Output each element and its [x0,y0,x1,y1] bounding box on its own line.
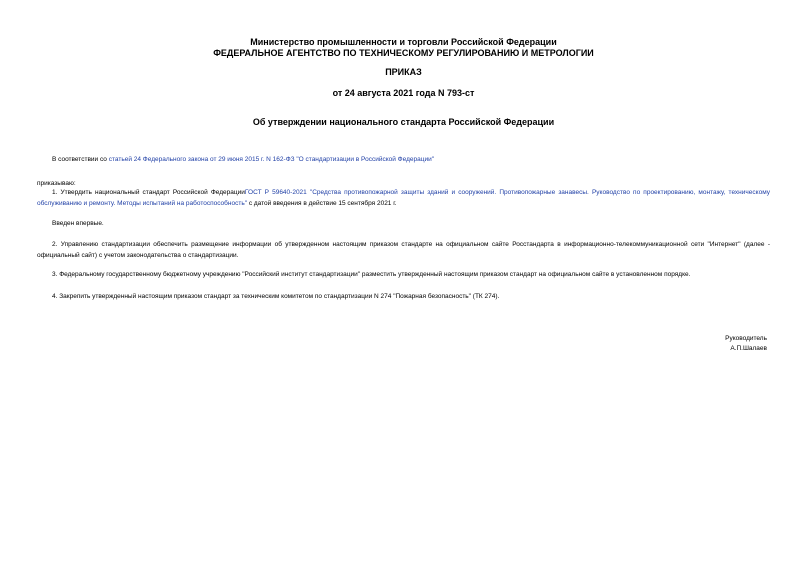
document-title: Об утверждении национального стандарта Российской Федерации [252,117,555,127]
orders-label: приказываю: [37,180,76,187]
item-1-prefix: 1. Утвердить национальный стандарт Российской Федерации [52,189,245,196]
introduced-first: Введен впервые. [52,220,104,227]
signature-name: А.П.Шалаев [730,345,767,352]
order-label: ПРИКАЗ [385,67,422,77]
item-3-paragraph: 3. Федеральному государственному бюджетному учреждению "Российский институт стандартизации" разместить утвержденный настоящим приказом стандарт на официальном сайте в установленном порядке. [52,271,691,278]
ministry-name: Министерство промышленности и торговли Российской Федерации [250,37,557,47]
item-1-paragraph [37,187,770,209]
agency-name: ФЕДЕРАЛЬНОЕ АГЕНТСТВО ПО ТЕХНИЧЕСКОМУ РЕГУЛИРОВАНИЮ И МЕТРОЛОГИИ [213,48,594,58]
basis-paragraph [37,154,770,165]
signature-role: Руководитель [725,335,767,342]
item-1-suffix: с датой введения в действие 15 сентября 2021 г. [247,200,397,207]
order-date: от 24 августа 2021 года N 793-ст [332,88,475,98]
basis-prefix: В соответствии со [52,156,109,163]
federal-law-link[interactable]: статьей 24 Федерального закона от 29 июня 2015 г. N 162-ФЗ "О стандартизации в Российской Федерации" [108,156,435,163]
item-4-paragraph: 4. Закрепить утвержденный настоящим приказом стандарт за техническим комитетом по стандартизации N 274 "Пожарная безопасность" (ТК 274). [52,293,500,300]
gost-standard-link[interactable]: ГОСТ Р 59640-2021 "Средства противопожарной защиты зданий и сооружений. Противопожарные занавесы. Руководство по проектированию, монтажу, техническому обслуживанию и ремонту. Методы испытаний на работоспособность" [37,189,770,207]
item-2-paragraph: 2. Управлению стандартизации обеспечить размещение информации об утвержденном настоящим приказом стандарте на официальном сайте Росстандарта в информационно-телекоммуникационной сети "Интернет" (далее - официальный сайт) с учетом законодательства о стандартизации. [37,241,770,259]
